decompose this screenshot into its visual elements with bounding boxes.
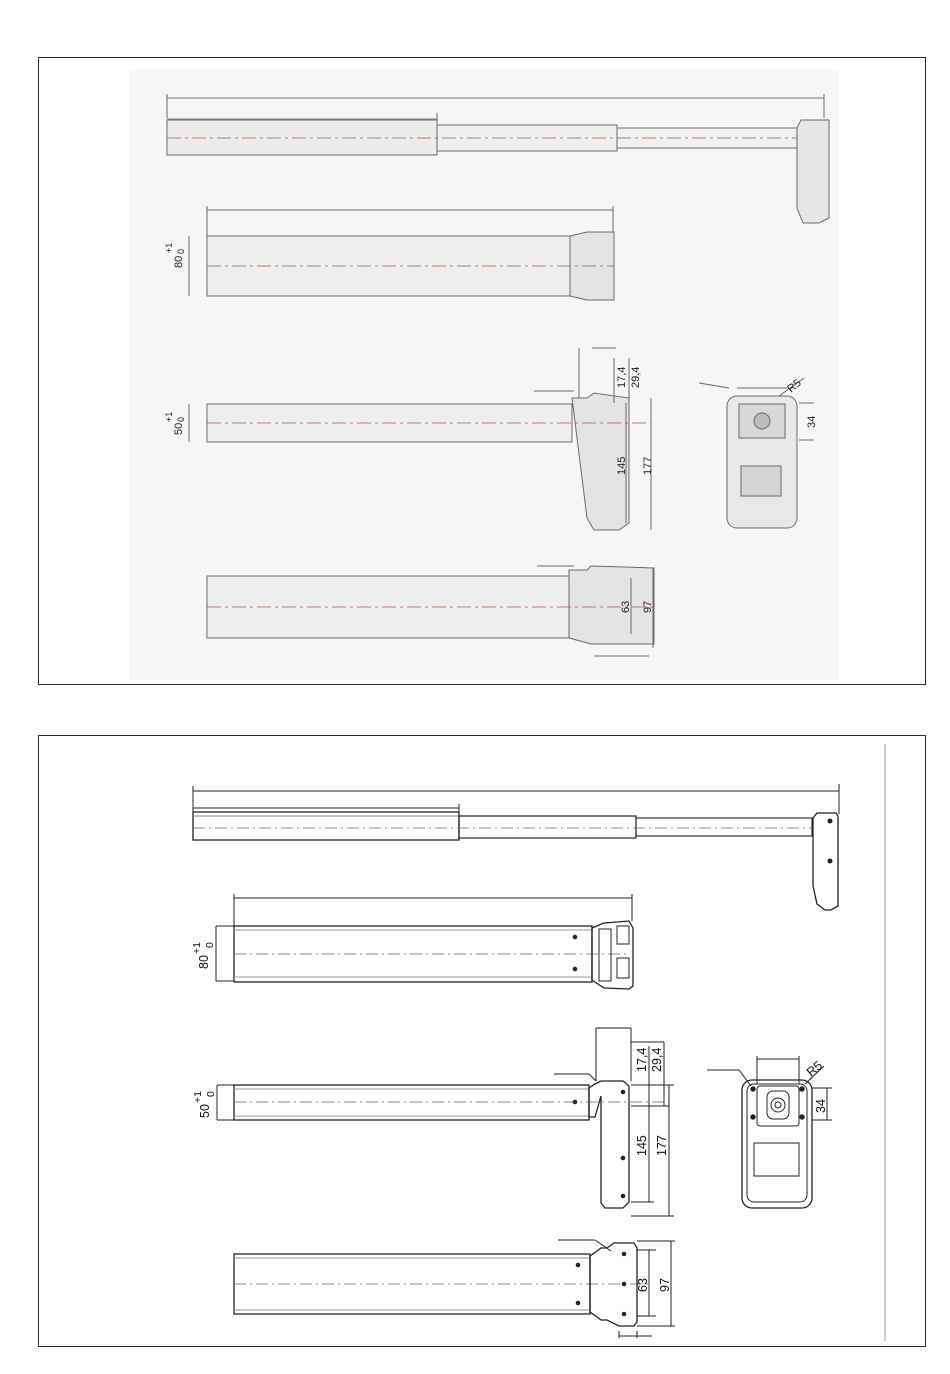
dim-145-top: 145 (616, 456, 628, 475)
dim-63-bottom: 63 (636, 1278, 650, 1292)
view-section-50-bottom (217, 1028, 674, 1216)
dim-80-tol-upper-bottom: +1 (191, 942, 203, 954)
dim-50-bottom: 50 (198, 1104, 212, 1118)
dim-29-4-top: 29,4 (630, 366, 642, 388)
view-extended-column-bottom (193, 784, 839, 910)
dim-50-tol-upper-top: +1 (164, 411, 174, 422)
dim-r5-top: R5 (785, 377, 804, 396)
technical-drawing-top (39, 58, 927, 686)
dim-80-top: 80 (173, 255, 185, 268)
dim-80-tol-lower-bottom: 0 (204, 942, 216, 948)
dim-177-top: 177 (642, 456, 654, 475)
technical-drawing-bottom (39, 736, 927, 1348)
dim-34-top: 34 (806, 415, 818, 428)
view-section-bottom-bottom (234, 1240, 675, 1338)
dim-80-bottom: 80 (197, 955, 211, 969)
dim-17-4-top: 17,4 (616, 366, 628, 388)
dim-97-bottom: 97 (658, 1278, 672, 1292)
dim-34-bottom: 34 (814, 1099, 828, 1113)
drawing-panel-bottom (38, 735, 926, 1347)
dim-50-tol-lower-top: 0 (176, 416, 186, 422)
dim-63-top: 63 (620, 600, 632, 613)
dim-145-bottom: 145 (635, 1135, 649, 1156)
dim-17-4-bottom: 17,4 (635, 1047, 649, 1072)
dim-50-tol-upper-bottom: +1 (192, 1091, 204, 1103)
dim-97-top: 97 (642, 600, 654, 613)
view-section-80-bottom (216, 894, 633, 989)
dim-r5-bottom: R5 (803, 1058, 826, 1080)
dim-177-bottom: 177 (655, 1135, 669, 1156)
dimension-labels-bottom (191, 942, 828, 1292)
drawing-panel-top (38, 57, 926, 685)
dim-80-tol-upper-top: +1 (164, 242, 174, 253)
dim-29-4-bottom: 29,4 (650, 1047, 664, 1072)
dim-80-tol-lower-top: 0 (176, 248, 186, 254)
dim-50-tol-lower-bottom: 0 (205, 1091, 217, 1097)
dim-50-top: 50 (173, 422, 185, 435)
